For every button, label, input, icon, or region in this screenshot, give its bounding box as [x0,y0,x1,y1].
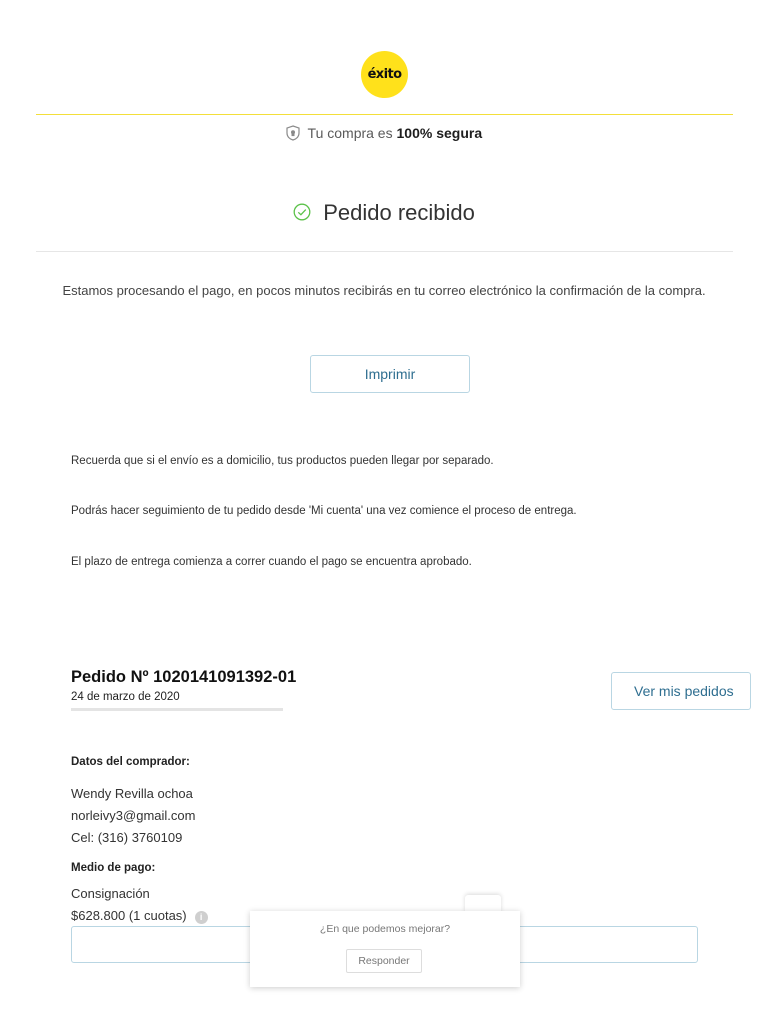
processing-message: Estamos procesando el pago, en pocos minutos recibirás en tu correo electrónico la confirmación de la compra. [62,283,706,298]
info-icon[interactable]: i [195,911,208,924]
order-date: 24 de marzo de 2020 [71,691,180,703]
exito-logo[interactable] [361,51,408,98]
my-orders-button[interactable]: Ver mis pedidos [611,672,751,710]
order-number: Pedido Nº 1020141091392-01 [71,668,297,686]
note-delivery-term: El plazo de entrega comienza a correr cuando el pago se encuentra aprobado. [71,556,472,568]
note-separate-delivery: Recuerda que si el envío es a domicilio, tus productos pueden llegar por separado. [71,455,494,467]
title-divider [36,251,733,252]
secure-purchase-banner [0,125,768,141]
buyer-email: norleivy3@gmail.com [71,808,196,823]
secure-prefix: Tu compra es [307,125,393,141]
note-tracking: Podrás hacer seguimiento de tu pedido desde 'Mi cuenta' una vez comience el proceso de entrega. [71,505,577,517]
shield-icon [286,125,300,141]
payment-heading: Medio de pago: [71,862,156,874]
secure-highlight: 100% segura [396,125,483,141]
feedback-question: ¿En que podemos mejorar? [319,923,451,935]
page-title-row [0,200,768,226]
page-title: Pedido recibido [323,200,475,225]
logo-text: éxito [367,67,402,82]
feedback-respond-button[interactable]: Responder [346,949,422,973]
header-divider [36,114,733,115]
buyer-name: Wendy Revilla ochoa [71,786,193,801]
buyer-heading: Datos del comprador: [71,756,190,768]
order-underline [71,708,283,711]
feedback-panel [250,911,520,987]
payment-method: Consignación [71,886,150,901]
buyer-phone: Cel: (316) 3760109 [71,830,183,845]
print-button[interactable]: Imprimir [310,355,470,393]
check-circle-icon [293,203,311,221]
payment-amount-row [71,908,208,924]
payment-amount: $628.800 (1 cuotas) [71,908,187,923]
